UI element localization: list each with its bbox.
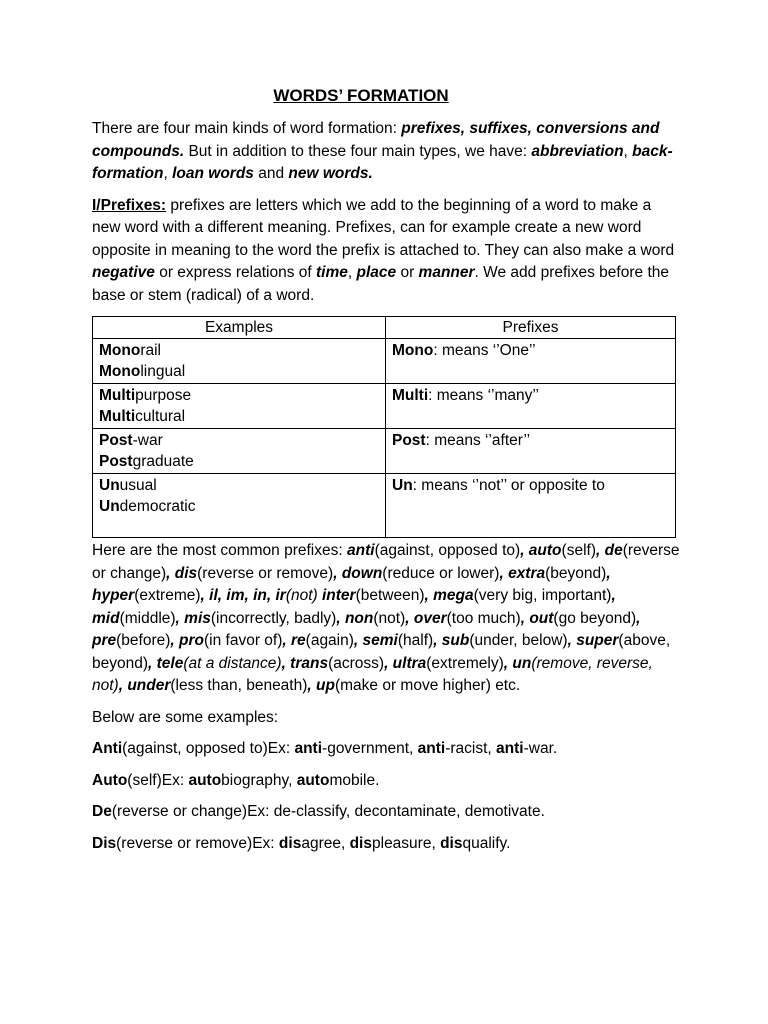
page-title: WORDS’ FORMATION: [273, 86, 449, 105]
prefix-table: [92, 316, 676, 538]
prefixes-paragraph: I/Prefixes: prefixes are letters which we add to the beginning of a word to make a new word with a different meaning. Prefixes, can for example create a new word opposite in meaning to the word the prefix is attached to. They can also make a word negative or express relations of time, place or manner. We add prefixes before the base or stem (radical) of a word.: [92, 196, 675, 304]
header-examples: Examples: [93, 317, 386, 339]
intro-paragraph: There are four main kinds of word formation: prefixes, suffixes, conversions and compounds. But in addition to these four main types, we have: abbreviation, back-formation, loan words and new words.: [92, 120, 673, 182]
example-line: Dis(reverse or remove)Ex: disagree, displeasure, disqualify.: [92, 834, 511, 852]
table-row: Multipurpose Multicultural Multi: means ‘’many’’: [93, 384, 676, 429]
prefixes-heading: I/Prefixes:: [92, 196, 167, 214]
below-intro: Below are some examples:: [92, 708, 279, 726]
table-row: Post-war Postgraduate Post: means ‘’after’’: [93, 429, 676, 474]
table-row: Monorail Monolingual Mono: means ‘’One’’: [93, 339, 676, 384]
examples-list: [92, 738, 682, 855]
example-line: De(reverse or change)Ex: de-classify, decontaminate, demotivate.: [92, 803, 545, 820]
document-page: [92, 86, 682, 864]
table-header-row: [93, 317, 676, 339]
example-line: Anti(against, opposed to)Ex: anti-government, anti-racist, anti-war.: [92, 740, 558, 757]
header-prefixes: Prefixes: [386, 317, 676, 339]
example-line: Auto(self)Ex: autobiography, automobile.: [92, 771, 380, 789]
common-prefixes-paragraph: Here are the most common prefixes: anti(against, opposed to), auto(self), de(reverse or change), dis(reverse or remove), down(reduce or lower), extra(beyond), hyper(extreme), il, im, in, ir(not) inter(between), mega(very big, important), mid(middle), mis(incorrectly, badly), non(not), over(too much), out(go beyond), pre(before), pro(in favor of), re(again), semi(half), sub(under, below), super(above, beyond), tele(at a distance), trans(across), ultra(extremely), un(remove, reverse, not), under(less than, beneath), up(make or move higher) etc.: [92, 542, 680, 694]
table-row: Unusual Undemocratic Un: means ‘’not’’ or opposite to: [93, 474, 676, 538]
